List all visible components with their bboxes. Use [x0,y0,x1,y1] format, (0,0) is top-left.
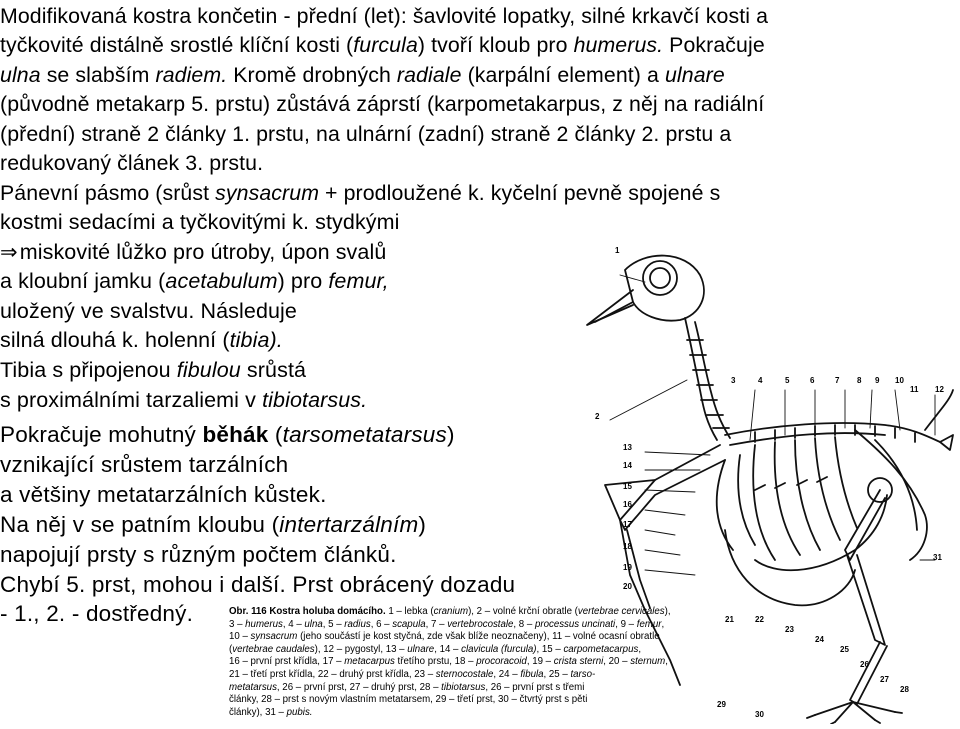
caption-segment: , 14 – [434,643,462,655]
caption-segment: processus uncinati [534,618,616,630]
caption-segment: 3 – [229,618,246,630]
caption-segment: ), 12 – pygostyl, 13 – [314,643,408,655]
caption-segment: ( [229,643,233,655]
text-segment: furcula [353,33,418,57]
figure-number-label: 4 [758,376,763,385]
caption-segment: carpometacarpus [563,643,639,655]
caption-segment: , [638,643,642,655]
figure-number-label: 25 [840,645,849,654]
caption-line [229,656,709,669]
text-segment: Tibia s připojenou [0,358,177,382]
text-segment: Pokračuje [663,33,765,57]
text-segment: acetabulum [165,269,278,293]
figure-number-label: 3 [731,376,736,385]
caption-segment: vertebrocostale [447,618,514,630]
text-segment: tibiotarsus. [262,388,368,412]
figure-number-label: 5 [785,376,790,385]
figure-number-label: 18 [623,542,632,551]
caption-segment: procoracoid [476,656,527,668]
text-segment: s proximálními tarzaliemi v [0,388,263,412]
text-line [0,510,426,540]
figure-number-label: 22 [755,615,764,624]
text-segment: ulnare [664,63,725,87]
text-segment: Na něj v se patním kloubu ( [0,512,280,537]
text-segment: uložený ve svalstvu. Následuje [0,299,297,323]
figure-number-label: 7 [835,376,840,385]
text-line [0,480,327,510]
figure-number-label: 26 [860,660,869,669]
figure-number-label: 11 [910,385,919,394]
figure-number-label: 24 [815,635,824,644]
caption-line [229,606,709,619]
figure-number-label: 28 [900,685,909,694]
text-segment: intertarzálním [279,512,419,537]
text-segment: Chybí 5. prst, mohou i další. Prst obrácený dozadu [0,572,516,597]
caption-segment: 1 – lebka ( [385,606,434,617]
text-segment: ) [418,512,427,537]
caption-segment: , 20 – [603,656,631,668]
caption-segment: (jeho součástí je kost styčná, zde však blíže neoznačeny), 11 – volné ocasní obratle [297,631,660,643]
figure-number-label: 14 [623,461,632,470]
text-line [0,1,768,31]
caption-segment: , 7 – [425,618,448,630]
text-line [0,89,764,119]
figure-number-label: 21 [725,615,734,624]
text-segment: redukovaný článek 3. prstu. [0,151,264,175]
text-segment: silná dlouhá k. holenní ( [0,328,230,352]
caption-segment: synsacrum [250,631,298,643]
text-segment: napojují prsty s různým počtem článků. [0,542,397,567]
text-segment: - 1., 2. - dostředný. [0,601,194,626]
figure-number-label: 31 [933,553,942,562]
text-segment: vznikající srůstem tarzálních [0,452,289,477]
text-line [0,420,455,450]
caption-segment: , [661,618,665,630]
figure-caption [229,606,709,719]
text-line [0,60,725,90]
caption-segment: crista sterni [553,656,604,668]
caption-segment: , 6 – [370,618,393,630]
figure-number-label: 12 [935,385,944,394]
text-segment: ) tvoří kloub pro [417,33,574,57]
text-segment: radiem. [155,63,228,87]
caption-segment: sternum [630,656,666,668]
figure-number-label: 29 [717,700,726,709]
text-segment: ulna [0,63,41,87]
text-segment: tibia). [229,328,283,352]
text-segment: se slabším [40,63,156,87]
text-segment: radiale [396,63,462,87]
figure-number-label: 13 [623,443,632,452]
figure-number-label: 30 [755,710,764,719]
figure-number-label: 17 [623,520,632,529]
text-segment: tyčkovité distálně srostlé klíční kosti ( [0,33,354,57]
caption-line [229,644,709,657]
text-segment: srůstá [240,358,307,382]
text-segment: (karpální element) a [461,63,665,87]
caption-segment: články), 31 – [229,706,287,718]
text-segment: fibulou [176,358,241,382]
caption-segment: pubis. [286,706,313,718]
caption-segment: 16 – první prst křídla, 17 – [229,656,345,668]
caption-segment: 10 – [229,631,251,643]
caption-line [229,707,709,720]
caption-segment: femur [636,618,662,630]
caption-segment: vertebrae cervicales [577,606,665,617]
text-line [0,296,297,326]
figure-number-label: 20 [623,582,632,591]
caption-segment: clavicula (furcula) [461,643,537,655]
caption-segment: , 25 – [543,668,571,680]
caption-segment: ulnare [407,643,435,655]
text-segment: Pánevní pásmo (srůst [0,181,216,205]
text-line [0,207,400,237]
caption-segment: ), [664,606,671,617]
caption-segment: , 26 – první prst s třemi [485,681,585,693]
text-line [0,30,765,60]
caption-segment: metacarpus [344,656,395,668]
text-segment: a většiny metatarzálních kůstek. [0,482,327,507]
text-segment: + prodloužené k. kyčelní pevně spojené s [319,181,721,205]
figure-number-label: 23 [785,625,794,634]
text-segment: Modifikovaná kostra končetin - přední (let): šavlovité lopatky, silné krkavčí kosti a [0,4,769,28]
text-line [0,570,515,600]
text-segment: femur, [328,269,389,293]
text-line [0,540,397,570]
text-segment: synsacrum [215,181,320,205]
caption-segment: tibiotarsus [441,681,486,693]
text-segment: (původně metakarp 5. prstu) zůstává záprstí (karpometakarpus, z něj na radiální [0,92,765,116]
text-line [0,237,386,268]
figure-number-label: 10 [895,376,904,385]
caption-segment: ulna [304,618,323,630]
caption-segment: , 9 – [615,618,637,630]
text-segment: ) [446,422,455,447]
caption-line [229,669,709,682]
text-segment: Pokračuje mohutný [0,422,203,447]
caption-segment: , 15 – [536,643,564,655]
caption-segment: , 5 – [322,618,345,630]
caption-segment: vertebrae caudales [232,643,315,655]
caption-segment: , 8 – [513,618,535,630]
figure-number-label: 8 [857,376,862,385]
text-segment: ( [268,422,283,447]
text-segment: běhák [202,422,269,447]
caption-segment: tarso- [570,668,596,680]
implies-arrow-icon: ⇒ [0,241,18,264]
figure-number-label: 27 [880,675,889,684]
figure-number-label: 15 [623,482,632,491]
caption-line [229,619,709,632]
text-line [0,325,283,355]
caption-line [229,631,709,644]
caption-segment: Obr. 116 Kostra holuba domácího. [229,606,386,617]
caption-segment: články, 28 – prst s novým vlastním metatarsem, 29 – třetí prst, 30 – čtvrtý prst s pěti [229,694,588,706]
caption-segment: metatarsus [229,681,277,693]
figure-number-label: 9 [875,376,880,385]
text-segment: humerus. [573,33,664,57]
text-segment: tarsometatarsus [282,422,447,447]
caption-segment: fibula [520,668,544,680]
caption-segment: humerus [245,618,283,630]
text-line [0,450,288,480]
figure-number-label: 19 [623,563,632,572]
caption-segment: ), 2 – volné krční obratle ( [468,606,578,617]
text-segment: kostmi sedacími a tyčkovitými k. stydkými [0,210,400,234]
caption-line [229,694,709,707]
text-segment: ) pro [277,269,329,293]
text-segment: (přední) straně 2 články 1. prstu, na ulnární (zadní) straně 2 články 2. prstu a [0,122,732,146]
caption-segment: radius [344,618,371,630]
caption-segment: třetího prstu, 18 – [394,656,477,668]
text-line [0,119,731,149]
caption-segment: scapula [392,618,426,630]
caption-segment: , 26 – první prst, 27 – druhý prst, 28 – [276,681,442,693]
caption-segment: 21 – třetí prst křídla, 22 – druhý prst křídla, 23 – [229,668,436,680]
text-line [0,599,193,629]
caption-segment: , 24 – [493,668,521,680]
text-line [0,385,367,415]
text-line [0,148,263,178]
figure-number-label: 1 [615,246,620,255]
caption-line [229,682,709,695]
caption-segment: , 4 – [282,618,305,630]
text-line [0,355,306,385]
caption-segment: , [665,656,668,668]
figure-number-label: 2 [595,412,600,421]
text-line [0,178,720,208]
text-segment: Kromě drobných [227,63,397,87]
text-segment: a kloubní jamku ( [0,269,166,293]
caption-segment: cranium [433,606,469,617]
text-line [0,266,389,296]
text-segment: miskovité lůžko pro útroby, úpon svalů [19,240,387,264]
figure-number-label: 16 [623,500,632,509]
caption-segment: , 19 – [526,656,554,668]
caption-segment: sternocostale [435,668,494,680]
figure-number-label: 6 [810,376,815,385]
